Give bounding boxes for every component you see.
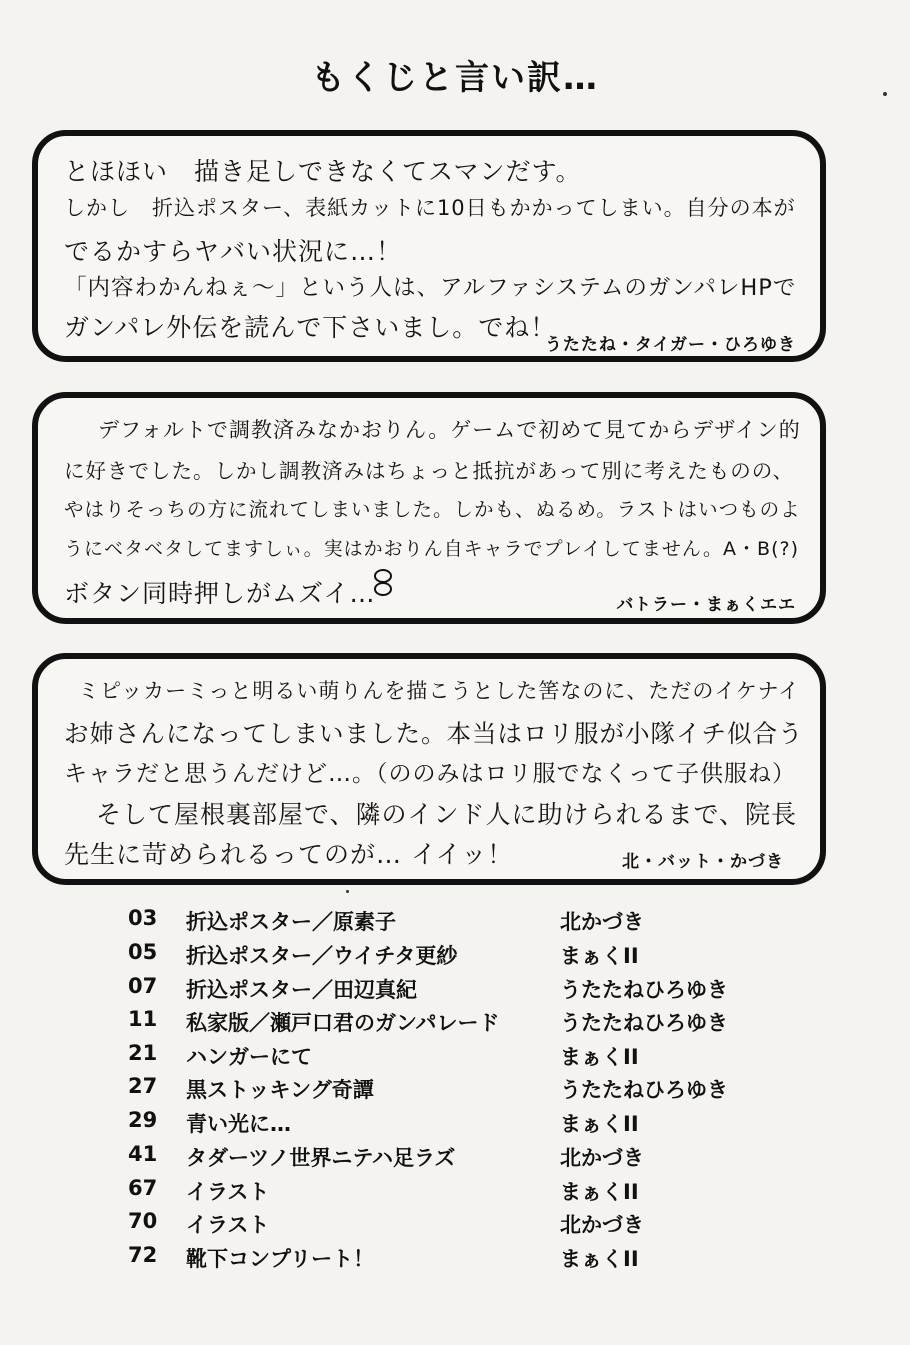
author-signature: バトラー・まぁくエエ [616, 595, 796, 615]
author-signature: 北・バット・かづき [622, 852, 784, 872]
toc-page: 21 [128, 1041, 158, 1065]
toc-title: ハンガーにて [186, 1045, 312, 1069]
toc-author: うたたねひろゆき [560, 1078, 728, 1102]
speck [883, 92, 887, 96]
toc-row [128, 974, 788, 1008]
toc-title: イラスト [186, 1213, 270, 1237]
note-line: とほほい 描き足しできなくてスマンだす。 [64, 157, 582, 186]
toc-page: 05 [128, 940, 158, 964]
toc-author: 北かづき [560, 1213, 644, 1237]
toc-author: うたたねひろゆき [560, 1011, 728, 1035]
toc-page: 70 [128, 1209, 158, 1233]
toc-page: 41 [128, 1142, 158, 1166]
note-line: ガンパレ外伝を読んで下さいまし。でね！ [64, 313, 557, 342]
toc-row [128, 1176, 788, 1210]
toc-title: 私家版／瀬戸口君のガンパレード [186, 1011, 500, 1035]
toc-title: 折込ポスター／田辺真紀 [186, 978, 417, 1002]
toc-row [128, 1142, 788, 1176]
sweat-doodle-icon [372, 568, 394, 598]
note-line: 先生に苛められるってのが… イイッ！ [64, 840, 514, 869]
toc-row [128, 1209, 788, 1243]
toc-author: 北かづき [560, 910, 644, 934]
note-line: しかし 折込ポスター、表紙カットに10日もかかってしまい。自分の本が [64, 196, 796, 220]
note-line: うにベタベタしてますしぃ。実はかおりん自キャラでプレイしてません。A・B(?) [64, 538, 799, 560]
toc-page: 03 [128, 906, 158, 930]
toc-author: まぁくII [560, 1180, 639, 1204]
toc-page: 72 [128, 1243, 158, 1267]
note-line: やはりそっちの方に流れてしまいました。しかも、ぬるめ。ラストはいつものよ [64, 498, 801, 521]
comment-box-1 [32, 130, 826, 362]
toc-row [128, 1243, 788, 1277]
toc-title: タダーツノ世界ニテハ足ラズ [186, 1146, 456, 1170]
page-title: もくじと言い訳… [311, 58, 599, 98]
note-line: でるかすらヤバい状況に…！ [64, 237, 403, 266]
toc-title: 折込ポスター／ウイチタ更紗 [186, 944, 458, 968]
note-line: お姉さんになってしまいました。本当はロリ服が小隊イチ似合う [64, 719, 804, 748]
toc-author: まぁくII [560, 1247, 639, 1271]
author-signature: うたたね・タイガー・ひろゆき [544, 335, 796, 355]
toc-row [128, 1074, 788, 1108]
toc-author: まぁくII [560, 1112, 639, 1136]
note-line: に好きでした。しかし調教済みはちょっと抵抗があって別に考えたものの、 [64, 459, 794, 483]
toc-author: 北かづき [560, 1146, 644, 1170]
note-line: ボタン同時押しがムズイ… [64, 579, 376, 608]
toc-row [128, 906, 788, 940]
toc-title: 青い光に… [186, 1112, 291, 1136]
toc-author: まぁくII [560, 944, 639, 968]
toc-title: イラスト [186, 1180, 270, 1204]
note-line: そして屋根裏部屋で、隣のインド人に助けられるまで、院長 [96, 800, 798, 829]
toc-page: 67 [128, 1176, 158, 1200]
note-line: キャラだと思うんだけど…。（ののみはロリ服でなくって子供服ね） [64, 761, 797, 787]
comment-box-2 [32, 392, 826, 624]
note-line: ミピッカーミっと明るい萌りんを描こうとした筈なのに、ただのイケナイ [78, 679, 801, 703]
speck [346, 890, 349, 893]
toc-page: 27 [128, 1074, 158, 1098]
toc-row [128, 940, 788, 974]
toc-page: 29 [128, 1108, 158, 1132]
toc-row [128, 1108, 788, 1142]
toc-page: 11 [128, 1007, 158, 1031]
toc-page: 07 [128, 974, 158, 998]
comment-box-3 [32, 653, 826, 885]
toc-author: うたたねひろゆき [560, 978, 728, 1002]
toc-title: 黒ストッキング奇譚 [186, 1078, 374, 1102]
note-line: デフォルトで調教済みなかおりん。ゲームで初めて見てからデザイン的 [98, 418, 801, 442]
note-line: 「内容わかんねぇ〜」という人は、アルファシステムのガンパレHPで [64, 275, 797, 301]
toc-row [128, 1041, 788, 1075]
toc-title: 折込ポスター／原素子 [186, 910, 396, 934]
toc-author: まぁくII [560, 1045, 639, 1069]
toc-row [128, 1007, 788, 1041]
toc-title: 靴下コンプリート！ [186, 1247, 375, 1271]
